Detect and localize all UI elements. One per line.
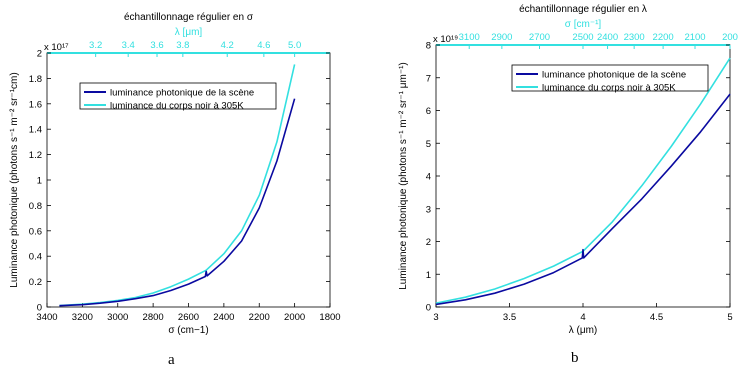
b-title: échantillonnage régulier en λ: [519, 4, 647, 15]
b-top-tick-label: 2300: [623, 32, 645, 43]
a-legend-label: luminance du corps noir à 305K: [110, 100, 244, 112]
b-top-tick-label: 2200: [652, 32, 674, 43]
a-y-tick-label: 0: [36, 302, 42, 314]
a-y-tick-label: 1.2: [28, 150, 42, 162]
b-top-tick-label: 2100: [684, 32, 706, 43]
a-x-tick-label: 2400: [213, 312, 235, 323]
panel-label-a: a: [168, 352, 175, 368]
a-top-tick-label: 3.4: [121, 40, 135, 51]
b-y-tick-label: 1: [425, 269, 431, 281]
b-x-label: λ (μm): [568, 325, 598, 336]
b-x-tick-label: 3.5: [502, 312, 517, 323]
b-top-tick-label: 2700: [528, 32, 551, 43]
b-y-tick-label: 8: [425, 40, 431, 52]
a-top-axis-label: λ [μm]: [174, 27, 203, 38]
a-x-tick-label: 2800: [142, 312, 164, 323]
a-x-tick-label: 1800: [319, 312, 341, 323]
a-y-tick-label: 0.8: [28, 200, 42, 212]
b-y-tick-label: 5: [425, 138, 431, 150]
b-y-exponent: x 10¹⁹: [433, 34, 459, 45]
b-x-tick-label: 4: [580, 312, 586, 323]
b-x-tick-label: 3: [433, 312, 439, 323]
b-y-tick-label: 3: [425, 204, 431, 216]
a-legend-label: luminance photonique de la scène: [110, 87, 255, 99]
a-y-tick-label: 1.4: [28, 124, 42, 136]
a-y-tick-label: 1.8: [28, 73, 42, 85]
b-y-label: Luminance photonique (photons s⁻¹ m⁻² sr⁻¹ μm⁻¹): [398, 62, 409, 290]
a-y-tick-label: 1: [36, 175, 42, 187]
a-top-tick-label: 3.8: [176, 40, 190, 51]
b-x-tick-label: 4.5: [649, 312, 664, 323]
b-x-tick-label: 5: [727, 312, 733, 323]
a-top-tick-label: 3.6: [150, 40, 164, 51]
a-top-tick-label: 4.6: [257, 40, 271, 51]
a-title: échantillonnage régulier en σ: [123, 12, 254, 23]
b-y-tick-label: 4: [425, 171, 431, 183]
b-top-tick-label: 3100: [458, 32, 480, 43]
a-x-tick-label: 2200: [248, 312, 270, 323]
b-y-tick-label: 7: [425, 73, 431, 85]
a-y-tick-label: 1.6: [28, 99, 42, 111]
b-y-tick-label: 0: [425, 302, 431, 314]
b-top-axis-label: σ [cm⁻¹]: [564, 19, 602, 30]
a-y-tick-label: 2: [36, 48, 42, 60]
b-y-tick-label: 2: [425, 237, 431, 248]
b-y-tick-label: 6: [425, 106, 431, 117]
a-x-tick-label: 2600: [177, 312, 200, 323]
a-y-tick-label: 0.4: [28, 251, 42, 263]
a-y-exponent: x 10¹⁷: [44, 42, 69, 53]
a-y-label: Luminance photonique (photons s⁻¹ m⁻² sr⁻¹cm): [9, 72, 20, 288]
panel-label-b: b: [571, 350, 579, 366]
a-x-tick-label: 2000: [284, 312, 306, 323]
a-x-tick-label: 3200: [71, 312, 93, 323]
b-top-tick-label: 2500: [572, 32, 594, 43]
b-top-tick-label: 2400: [596, 32, 619, 43]
a-x-tick-label: 3000: [107, 312, 129, 323]
a-x-label: σ (cm−1): [168, 325, 209, 336]
a-y-tick-label: 0.6: [28, 226, 42, 238]
a-top-tick-label: 3.2: [89, 40, 103, 51]
a-x-tick-label: 3400: [36, 312, 58, 323]
a-top-tick-label: 4.2: [220, 40, 234, 51]
b-top-tick-label: 2900: [491, 32, 513, 43]
b-legend-label: luminance du corps noir à 305K: [542, 82, 676, 94]
b-legend-label: luminance photonique de la scène: [542, 69, 687, 81]
b-top-tick-label: 200: [722, 32, 738, 43]
a-y-tick-label: 0.2: [28, 277, 42, 289]
a-top-tick-label: 5.0: [288, 40, 302, 51]
